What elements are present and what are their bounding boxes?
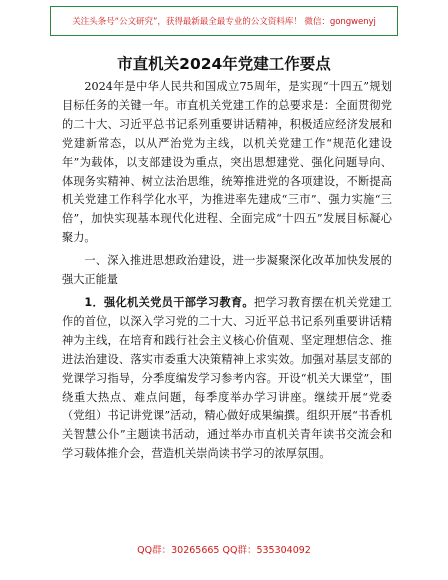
footer-contact: QQ群：30265665 QQ群：535304092: [137, 545, 311, 556]
item-1-label: 1．强化机关党员干部学习教育。: [84, 295, 254, 309]
intro-paragraph: 2024年是中华人民共和国成立75周年，是实现“十四五”规划目标任务的关键一年。市直机关党建工作的总要求是：全面贯彻党的二十大、习近平总书记系列重要讲话精神，积极适应经济发展和党建新常态，以从严治党为主线，以机关党建工作“规范化建设年”为载体，以支部建设为重点，突出思想建党、强化问题导向、体现务实精神、树立法治思维，统筹推进党的各项建设，不断提高机关党建工作科学化水平，为推进率先建成“三市”、强力实施“三倍”，加快实现基本现代化进程、全面完成“十四五”发展目标凝心聚力。: [62, 80, 392, 245]
header-banner: [50, 6, 398, 36]
banner-text: 关注头条号“公文研究”，获得最新最全最专业的公文资料库！ 微信：gongwenyj: [72, 17, 376, 27]
item-1-paragraph: [62, 294, 392, 464]
item-1-text: 把学习教育摆在机关党建工作的首位，以深入学习党的二十大、习近平总书记系列重要讲话精神为主线，在培育和践行社会主义核心价值观、坚定理想信念、推进法治建设、落实市委重大决策精神上求实效。加强对基层支部的党课学习指导，分季度编发学习参考内容。开设“机关大课堂”，围绕重大热点、难点问题，每季度举办学习讲座。继续开展“党委（党组）书记讲党课”活动，精心做好成果编撰。组织开展“书香机关智慧公仆”主题读书活动，通过举办市直机关青年读书交流会和学习载体推介会，营造机关崇尚读书学习的浓厚氛围。: [62, 295, 392, 461]
document-title: 市直机关2024年党建工作要点: [117, 55, 331, 73]
section-heading-1: 一、深入推进思想政治建设，进一步凝聚深化改革加快发展的强大正能量: [62, 254, 392, 287]
document-body: [62, 78, 392, 464]
